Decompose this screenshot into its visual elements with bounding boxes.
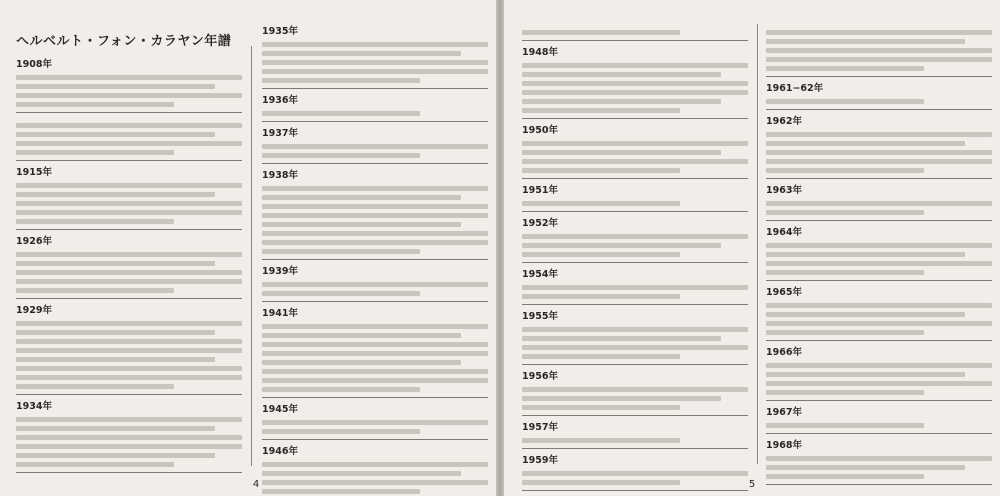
text-line-placeholder (766, 30, 992, 35)
text-line-placeholder (766, 159, 992, 164)
text-line-placeholder (16, 210, 242, 215)
text-line-placeholder (522, 354, 680, 359)
chronology-entry (522, 309, 748, 365)
entry-year: 1963年 (766, 185, 802, 196)
text-line-placeholder (522, 159, 748, 164)
text-line-placeholder (262, 333, 461, 338)
text-line-placeholder (766, 252, 965, 257)
chronology-entry (522, 183, 748, 212)
chronology-entry (766, 183, 992, 221)
text-line-placeholder (522, 471, 748, 476)
text-line-placeholder (16, 252, 242, 257)
text-line-placeholder (262, 51, 461, 56)
text-line-placeholder (766, 99, 924, 104)
text-line-placeholder (522, 252, 680, 257)
text-line-placeholder (522, 99, 721, 104)
book-gutter (496, 0, 504, 496)
text-line-placeholder (16, 444, 242, 449)
text-line-placeholder (16, 366, 242, 371)
chronology-entry (16, 399, 242, 473)
chronology-entry (766, 24, 992, 77)
entry-year: 1945年 (262, 404, 298, 415)
entry-year: 1938年 (262, 170, 298, 181)
entry-year: 1964年 (766, 227, 802, 238)
text-line-placeholder (766, 474, 924, 479)
text-line-placeholder (766, 270, 924, 275)
text-line-placeholder (522, 336, 721, 341)
entry-year: 1952年 (522, 218, 558, 229)
chronology-entry (262, 93, 488, 122)
chronology-entry (16, 57, 242, 113)
text-line-placeholder (766, 132, 992, 137)
chronology-entry (766, 81, 992, 110)
chronology-entry (522, 420, 748, 449)
entry-year: 1965年 (766, 287, 802, 298)
text-line-placeholder (522, 81, 748, 86)
entry-year: 1915年 (16, 167, 52, 178)
entry-year: 1926年 (16, 236, 52, 247)
text-line-placeholder (262, 186, 488, 191)
right-column-1 (522, 24, 748, 470)
chronology-entry (16, 165, 242, 230)
text-line-placeholder (16, 141, 242, 146)
text-line-placeholder (262, 369, 488, 374)
entry-year: 1967年 (766, 407, 802, 418)
text-line-placeholder (766, 423, 924, 428)
text-line-placeholder (766, 57, 992, 62)
entry-year: 1955年 (522, 311, 558, 322)
entry-year: 1951年 (522, 185, 558, 196)
text-line-placeholder (522, 30, 680, 35)
text-line-placeholder (262, 240, 488, 245)
text-line-placeholder (262, 204, 488, 209)
entry-year: 1966年 (766, 347, 802, 358)
text-line-placeholder (262, 231, 488, 236)
entry-year: 1929年 (16, 305, 52, 316)
text-line-placeholder (262, 282, 488, 287)
chronology-entry (262, 126, 488, 164)
right-column-2 (766, 24, 992, 470)
chronology-entry (522, 45, 748, 119)
right-column-2-entries (766, 24, 992, 485)
chronology-entry (522, 267, 748, 305)
text-line-placeholder (16, 417, 242, 422)
entry-year: 1937年 (262, 128, 298, 139)
text-line-placeholder (522, 108, 680, 113)
text-line-placeholder (766, 168, 924, 173)
entry-year: 1908年 (16, 59, 52, 70)
chronology-entry (16, 117, 242, 161)
text-line-placeholder (262, 42, 488, 47)
text-line-placeholder (522, 201, 680, 206)
text-line-placeholder (522, 327, 748, 332)
text-line-placeholder (262, 249, 420, 254)
text-line-placeholder (766, 150, 992, 155)
text-line-placeholder (262, 462, 488, 467)
text-line-placeholder (766, 303, 992, 308)
text-line-placeholder (766, 261, 992, 266)
text-line-placeholder (766, 381, 992, 386)
left-page (0, 0, 496, 496)
text-line-placeholder (16, 330, 215, 335)
text-line-placeholder (766, 456, 992, 461)
text-line-placeholder (766, 39, 965, 44)
chronology-entry (766, 114, 992, 179)
text-line-placeholder (16, 93, 242, 98)
right-column-1-entries (522, 24, 748, 491)
text-line-placeholder (262, 378, 488, 383)
chronology-entry (766, 345, 992, 401)
text-line-placeholder (262, 351, 488, 356)
chronology-entry (766, 405, 992, 434)
text-line-placeholder (16, 426, 215, 431)
text-line-placeholder (522, 480, 680, 485)
text-line-placeholder (522, 405, 680, 410)
chronology-entry (262, 168, 488, 260)
text-line-placeholder (766, 372, 965, 377)
text-line-placeholder (16, 453, 215, 458)
text-line-placeholder (16, 384, 174, 389)
text-line-placeholder (16, 219, 174, 224)
page-number-right: 5 (748, 479, 756, 490)
entry-year: 1948年 (522, 47, 558, 58)
chronology-entry (16, 234, 242, 299)
text-line-placeholder (766, 48, 992, 53)
left-column-1 (16, 24, 242, 470)
entry-year: 1935年 (262, 26, 298, 37)
text-line-placeholder (522, 234, 748, 239)
chronology-entry (262, 306, 488, 398)
chronology-entry (522, 123, 748, 179)
text-line-placeholder (16, 435, 242, 440)
entry-year: 1939年 (262, 266, 298, 277)
text-line-placeholder (262, 489, 420, 494)
entry-year: 1968年 (766, 440, 802, 451)
text-line-placeholder (522, 345, 748, 350)
text-line-placeholder (16, 150, 174, 155)
chronology-entry (766, 285, 992, 341)
text-line-placeholder (522, 243, 721, 248)
chronology-entry (262, 24, 488, 89)
text-line-placeholder (16, 192, 215, 197)
text-line-placeholder (16, 339, 242, 344)
chronology-entry (522, 24, 748, 41)
chronology-entry (766, 225, 992, 281)
entry-year: 1941年 (262, 308, 298, 319)
text-line-placeholder (16, 321, 242, 326)
entry-year: 1959年 (522, 455, 558, 466)
entry-year: 1954年 (522, 269, 558, 280)
text-line-placeholder (16, 123, 242, 128)
entry-year: 1956年 (522, 371, 558, 382)
chronology-entry (522, 369, 748, 416)
text-line-placeholder (262, 78, 420, 83)
text-line-placeholder (766, 390, 924, 395)
text-line-placeholder (262, 420, 488, 425)
left-column-2 (262, 24, 488, 470)
left-column-1-entries (16, 57, 242, 473)
text-line-placeholder (16, 357, 215, 362)
text-line-placeholder (522, 285, 748, 290)
chronology-entry (16, 303, 242, 395)
text-line-placeholder (766, 141, 965, 146)
chronology-entry (766, 438, 992, 485)
text-line-placeholder (262, 195, 461, 200)
text-line-placeholder (16, 348, 242, 353)
text-line-placeholder (522, 150, 721, 155)
left-column-2-entries (262, 24, 488, 496)
text-line-placeholder (766, 210, 924, 215)
chronology-entry (262, 264, 488, 302)
text-line-placeholder (522, 168, 680, 173)
text-line-placeholder (262, 324, 488, 329)
text-line-placeholder (16, 75, 242, 80)
text-line-placeholder (16, 84, 215, 89)
chronology-entry (522, 216, 748, 263)
text-line-placeholder (262, 429, 420, 434)
text-line-placeholder (766, 243, 992, 248)
text-line-placeholder (16, 375, 242, 380)
page-number-left: 4 (252, 479, 260, 490)
text-line-placeholder (522, 63, 748, 68)
chronology-entry (262, 444, 488, 496)
chronology-title: ヘルベルト・フォン・カラヤン年譜 (16, 34, 232, 49)
entry-year: 1962年 (766, 116, 802, 127)
text-line-placeholder (16, 270, 242, 275)
text-line-placeholder (766, 312, 965, 317)
text-line-placeholder (16, 462, 174, 467)
chronology-entry (522, 453, 748, 491)
text-line-placeholder (522, 90, 748, 95)
text-line-placeholder (16, 279, 242, 284)
text-line-placeholder (766, 321, 992, 326)
text-line-placeholder (522, 438, 680, 443)
text-line-placeholder (16, 201, 242, 206)
text-line-placeholder (16, 288, 174, 293)
entry-year: 1946年 (262, 446, 298, 457)
entry-year: 1961−62年 (766, 83, 824, 94)
text-line-placeholder (262, 153, 420, 158)
text-line-placeholder (766, 201, 992, 206)
entry-year: 1950年 (522, 125, 558, 136)
text-line-placeholder (16, 183, 242, 188)
chronology-entry (262, 402, 488, 440)
text-line-placeholder (522, 294, 680, 299)
text-line-placeholder (262, 387, 420, 392)
text-line-placeholder (262, 222, 461, 227)
text-line-placeholder (766, 330, 924, 335)
text-line-placeholder (522, 72, 721, 77)
entry-year: 1957年 (522, 422, 558, 433)
text-line-placeholder (262, 60, 488, 65)
text-line-placeholder (16, 132, 215, 137)
text-line-placeholder (262, 471, 461, 476)
text-line-placeholder (262, 213, 488, 218)
text-line-placeholder (766, 66, 924, 71)
text-line-placeholder (766, 363, 992, 368)
text-line-placeholder (522, 396, 721, 401)
text-line-placeholder (522, 387, 748, 392)
text-line-placeholder (766, 465, 965, 470)
text-line-placeholder (16, 261, 215, 266)
text-line-placeholder (522, 141, 748, 146)
entry-year: 1934年 (16, 401, 52, 412)
text-line-placeholder (262, 360, 461, 365)
text-line-placeholder (262, 291, 420, 296)
text-line-placeholder (262, 480, 488, 485)
right-page (504, 0, 1000, 496)
text-line-placeholder (262, 111, 420, 116)
text-line-placeholder (262, 69, 488, 74)
text-line-placeholder (262, 342, 488, 347)
entry-year: 1936年 (262, 95, 298, 106)
text-line-placeholder (262, 144, 488, 149)
text-line-placeholder (16, 102, 174, 107)
